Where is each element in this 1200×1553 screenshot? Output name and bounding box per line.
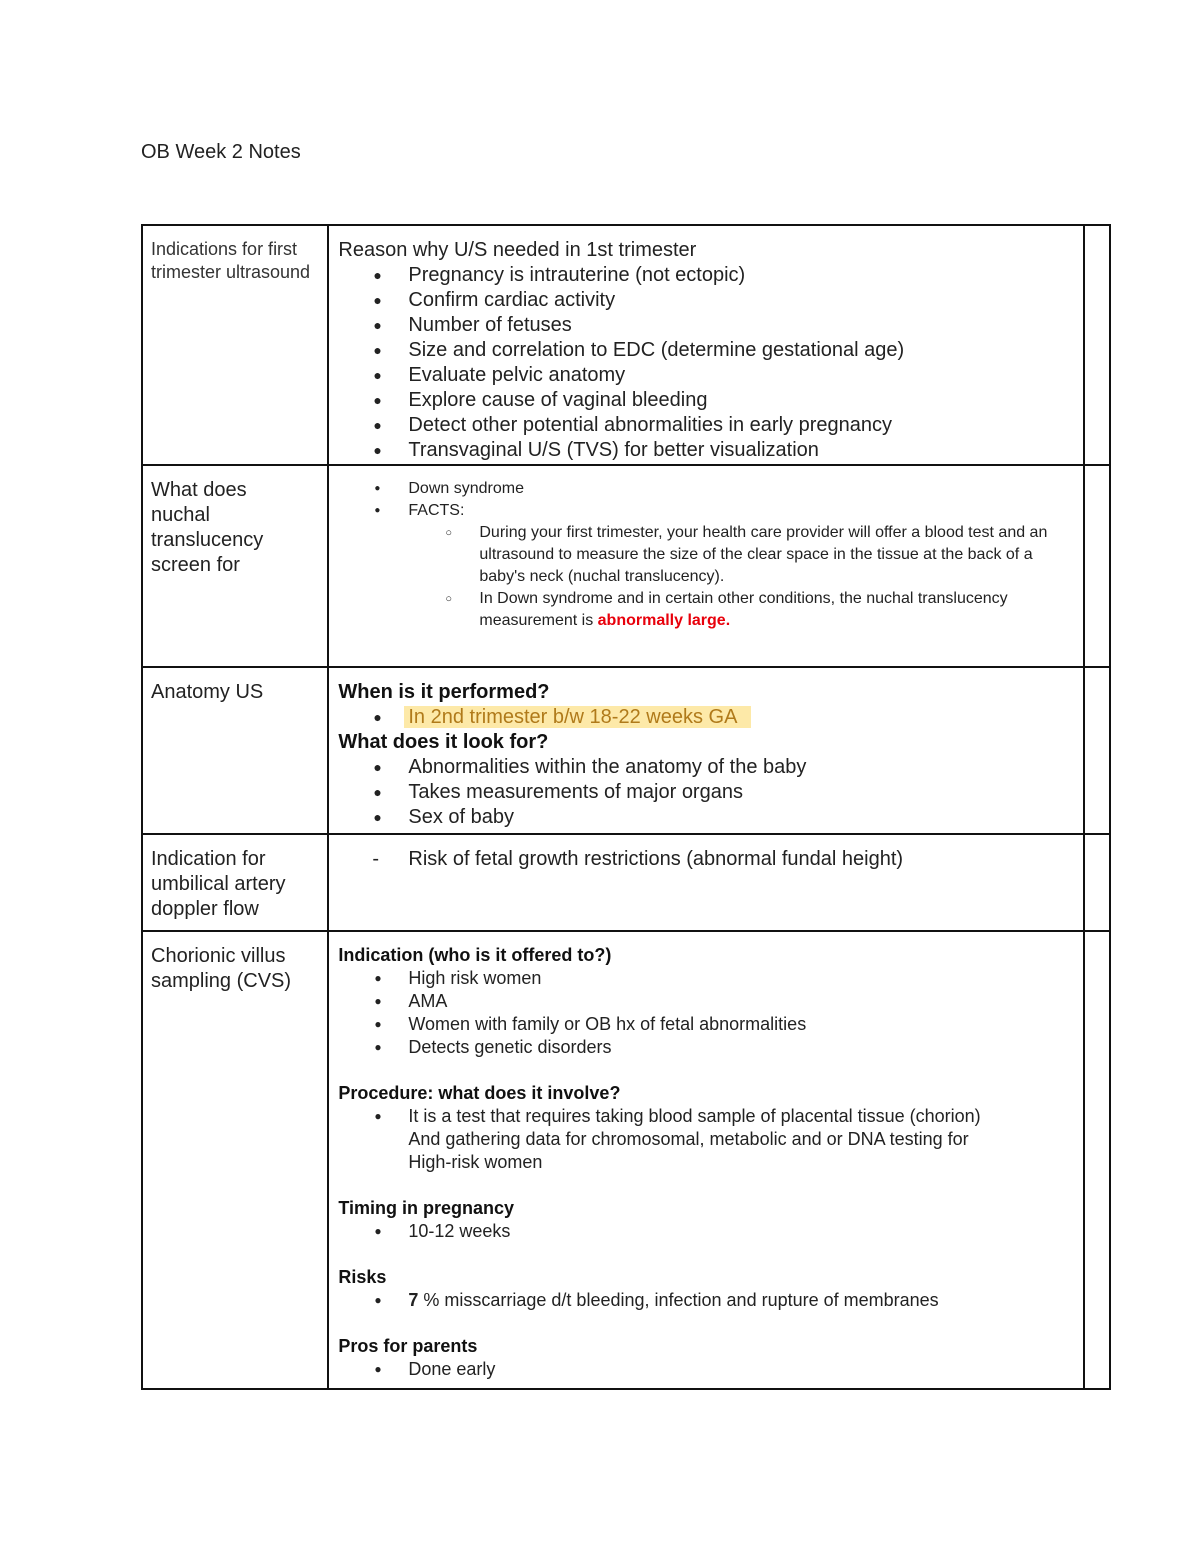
list-item: ● Number of fetuses — [338, 313, 1075, 338]
content-cell — [328, 667, 1084, 834]
topic-cell — [142, 931, 328, 1389]
list-item: ● Women with family or OB hx of fetal abnormalities — [338, 1013, 1075, 1036]
list-item: ● Abnormalities within the anatomy of the baby — [338, 755, 1075, 780]
procedure-line: High-risk women — [408, 1152, 543, 1172]
list-item: ● 10-12 weeks — [338, 1220, 1075, 1243]
list-item: ○ During your first trimester, your health care provider will offer a blood test and an ultrasound to measure the size of the clear space in the tissue at the back of a baby's neck (nuchal translucency). — [338, 522, 1075, 588]
heading-timing: Timing in pregnancy — [338, 1198, 515, 1218]
table-row-anatomy — [142, 667, 1110, 834]
list-item: ● AMA — [338, 990, 1075, 1013]
topic-cell — [142, 667, 328, 834]
topic-cell — [142, 225, 328, 465]
list-item: ● High risk women — [338, 967, 1075, 990]
list-item — [338, 588, 1075, 632]
heading-what: What does it look for? — [338, 731, 549, 753]
content-cell — [328, 834, 1084, 931]
extra-cell — [1084, 225, 1110, 465]
list-item: ● Down syndrome — [338, 478, 1075, 500]
cvs-timing — [338, 1197, 1075, 1243]
lead-text: Reason why U/S needed in 1st trimester — [338, 239, 697, 261]
content-cell — [328, 465, 1084, 667]
topic-cell — [142, 834, 328, 931]
heading-risks: Risks — [338, 1267, 387, 1287]
nuchal-list — [338, 478, 1075, 632]
list-item: ● Size and correlation to EDC (determine gestational age) — [338, 338, 1075, 363]
list-item: ● Transvaginal U/S (TVS) for better visualization — [338, 438, 1075, 463]
heading-pros: Pros for parents — [338, 1336, 478, 1356]
topic-doppler: Indication for umbilical artery doppler flow — [151, 848, 286, 920]
list-item — [338, 1289, 1075, 1312]
extra-cell — [1084, 667, 1110, 834]
heading-indication: Indication (who is it offered to?) — [338, 945, 612, 965]
procedure-line: ● It is a test that requires taking blood sample of placental tissue (chorion) — [408, 1106, 981, 1126]
document-title: OB Week 2 Notes — [141, 141, 301, 163]
highlighted-text: In 2nd trimester b/w 18-22 weeks GA — [404, 706, 751, 728]
cvs-procedure — [338, 1082, 1075, 1174]
list-item: ● Pregnancy is intrauterine (not ectopic) — [338, 263, 1075, 288]
indication-list — [338, 263, 1075, 463]
list-item: ● Explore cause of vaginal bleeding — [338, 388, 1075, 413]
facts-label: FACTS: — [408, 502, 465, 519]
table-row-nuchal — [142, 465, 1110, 667]
facts-list — [338, 522, 1075, 632]
topic-cvs: Chorionic villus sampling (CVS) — [151, 945, 292, 992]
list-item: ● Confirm cardiac activity — [338, 288, 1075, 313]
content-cell — [328, 225, 1084, 465]
content-cell — [328, 931, 1084, 1389]
topic-anatomy: Anatomy US — [151, 681, 264, 703]
heading-when: When is it performed? — [338, 681, 550, 703]
table-row-first-trimester — [142, 225, 1110, 465]
extra-cell — [1084, 931, 1110, 1389]
fact-text: In Down syndrome and in certain other conditions, the nuchal translucency measurement is — [479, 590, 1008, 629]
emphasis-text: abnormally large. — [597, 612, 731, 629]
procedure-line: And gathering data for chromosomal, metabolic and or DNA testing for — [408, 1129, 969, 1149]
risk-text: % misscarriage d/t bleeding, infection and rupture of membranes — [418, 1290, 939, 1310]
heading-procedure: Procedure: what does it involve? — [338, 1083, 621, 1103]
list-item: - Risk of fetal growth restrictions (abnormal fundal height) — [338, 847, 1075, 872]
cvs-indication — [338, 944, 1075, 1059]
notes-table — [141, 224, 1111, 1390]
list-item: ● Detects genetic disorders — [338, 1036, 1075, 1059]
list-item: ● Sex of baby — [338, 805, 1075, 830]
list-item: ● Detect other potential abnormalities in early pregnancy — [338, 413, 1075, 438]
list-item — [338, 500, 1075, 632]
list-item — [338, 1105, 1075, 1174]
list-item: ● Done early — [338, 1358, 1075, 1381]
extra-cell — [1084, 465, 1110, 667]
cvs-pros — [338, 1335, 1075, 1381]
topic-cell — [142, 465, 328, 667]
topic-first-trimester: Indications for first trimester ultrasound — [151, 239, 311, 282]
list-item: ● Evaluate pelvic anatomy — [338, 363, 1075, 388]
extra-cell — [1084, 834, 1110, 931]
list-item — [338, 705, 1075, 730]
cvs-risks — [338, 1266, 1075, 1312]
risk-number: 7 — [408, 1290, 419, 1310]
list-item: ● Takes measurements of major organs — [338, 780, 1075, 805]
table-row-cvs — [142, 931, 1110, 1389]
table-row-doppler — [142, 834, 1110, 931]
topic-nuchal: What does nuchal translucency screen for — [151, 479, 264, 576]
